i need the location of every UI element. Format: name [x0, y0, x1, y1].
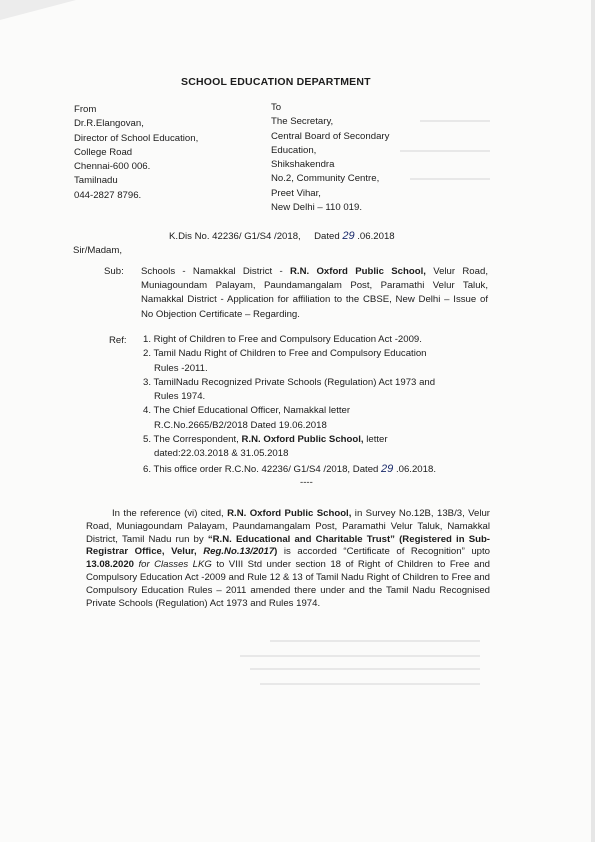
subject-label: Sub: [104, 266, 124, 277]
bleed-through-mark [420, 120, 490, 122]
to-line: Preet Vihar, [271, 187, 321, 199]
to-line: Shikshakendra [271, 159, 335, 171]
bleed-through-mark [260, 683, 480, 685]
to-label: To [271, 102, 282, 113]
ref-text: .06.2018. [395, 463, 436, 475]
reference-item: 4. The Chief Educational Officer, Namakkal letter [143, 405, 351, 417]
ref-text: 5. The Correspondent, [143, 434, 242, 446]
registration-number: Reg.No.13/2017 [203, 546, 275, 558]
department-heading: SCHOOL EDUCATION DEPARTMENT [181, 76, 371, 88]
handwritten-day: 29 [342, 230, 355, 242]
to-line: No.2, Community Centre, [271, 173, 380, 185]
bleed-through-mark [270, 640, 480, 642]
body-run: in Survey No.12B, 13B/3, Velur Road, Muniagoundam Palayam, Paundamangalam Post, Paramathi Velur Taluk, Namakkal District, Tamil Nadu run by [86, 508, 490, 545]
school-name: R.N. Oxford Public School, [289, 266, 426, 277]
from-address-block [74, 103, 198, 203]
separator: ---- [300, 477, 313, 488]
to-line: Central Board of Secondary [271, 130, 390, 142]
body-run: to VIII Std under section 18 of Right of Children to Free and Compulsory Education Act -2009 and Rule 12 & 13 of Tamil Nadu Right of Children to Free and Compulsory Education Rules – 2011 amended there under and the Tamil Nadu Recognised Private Schools (Regulation) Act 1973 and Rules 1974. [86, 559, 490, 609]
bleed-through-mark [250, 668, 480, 670]
bleed-through-mark [410, 178, 490, 180]
reference-item-continued: R.C.No.2665/B2/2018 Dated 19.06.2018 [154, 419, 327, 431]
reference-item-continued: dated:22.03.2018 & 31.05.2018 [154, 448, 289, 460]
to-line: New Delhi – 110 019. [271, 202, 363, 214]
from-line: Tamilnadu [74, 175, 118, 187]
from-label: From [74, 104, 97, 115]
reference-item [143, 433, 436, 447]
school-name: R.N. Oxford Public School, [227, 508, 352, 519]
subject-part: Schools - Namakkal District - [141, 266, 290, 277]
trust-name-close: ) [274, 546, 278, 558]
handwritten-day: 29 [381, 462, 394, 475]
reference-item-continued: Rules 1974. [154, 391, 206, 403]
folded-corner [0, 0, 76, 20]
body-run: is accorded “Certificate of Recognition” upto [277, 546, 490, 558]
to-address-block [271, 101, 389, 215]
ref-text: 6. This office order R.C.No. 42236/ G1/S4 /2018, Dated [143, 463, 379, 475]
body-run: In the reference (vi) cited, [112, 508, 228, 519]
school-name: R.N. Oxford Public School, [241, 434, 364, 446]
reference-list [143, 333, 436, 477]
subject-text [141, 265, 488, 322]
from-line: Chennai-600 006. [74, 161, 151, 173]
date-suffix: .06.2018 [357, 231, 395, 242]
to-line: Education, [271, 144, 317, 156]
reference-item: 3. TamilNadu Recognized Private Schools (Regulation) Act 1973 and [143, 376, 436, 388]
reference-item: 1. Right of Children to Free and Compulsory Education Act -2009. [143, 334, 422, 345]
reference-label: Ref: [109, 335, 127, 346]
trust-name: “R.N. Educational and Charitable Trust” (Registered in Sub-Registrar Office, Velur, [86, 533, 491, 558]
from-line: College Road [74, 146, 133, 158]
reference-item [143, 462, 436, 477]
to-line: The Secretary, [271, 116, 334, 128]
ref-text: letter [363, 434, 388, 446]
reference-item-continued: Rules -2011. [154, 362, 208, 374]
body-paragraph [86, 508, 490, 610]
from-line: Director of School Education, [74, 132, 199, 144]
reference-item: 2. Tamil Nadu Right of Children to Free and Compulsory Education [143, 348, 427, 360]
dated-label: Dated [314, 231, 340, 242]
page-edge-shadow [591, 0, 595, 842]
validity-date: 13.08.2020 [86, 559, 135, 571]
kdis-number: K.Dis No. 42236/ G1/S4 /2018, [169, 231, 301, 242]
bleed-through-mark [240, 655, 480, 657]
from-line: 044-2827 8796. [74, 189, 142, 201]
reference-number-line [169, 230, 395, 242]
classes-text: for Classes LKG [134, 559, 212, 571]
salutation: Sir/Madam, [73, 245, 123, 256]
bleed-through-mark [400, 150, 490, 152]
body-text [86, 508, 490, 610]
subject-part: Velur Road, Muniagoundam Palayam, Paundamangalam Post, Paramathi Velur Taluk, Namakkal District - Application for affiliation to the CBSE, New Delhi – Issue of No Objection Certificate – Regarding. [141, 266, 488, 320]
from-line: Dr.R.Elangovan, [74, 118, 144, 130]
